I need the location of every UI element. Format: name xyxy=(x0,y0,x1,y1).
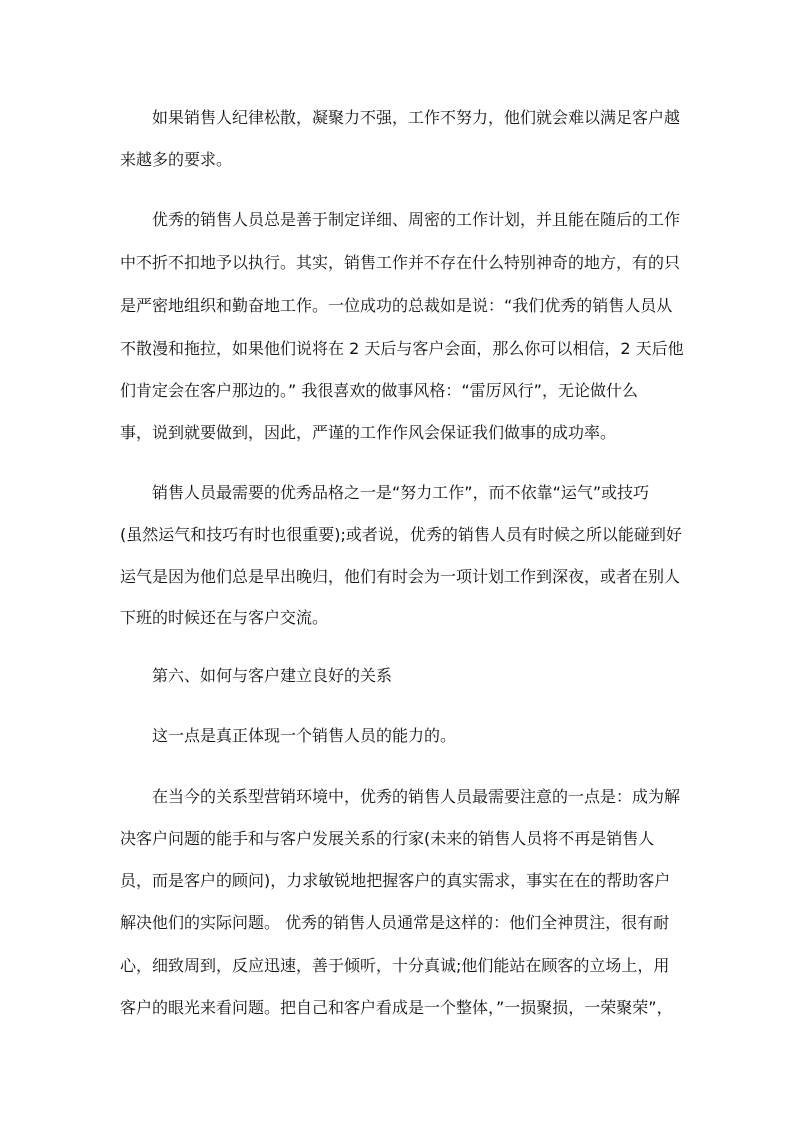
paragraph-6-line-6: 客户的眼光来看问题。把自己和客户看成是一个整体，”一损聚损，一荣聚荣”， xyxy=(120,998,673,1017)
paragraph-2-line-6: 事，说到就要做到，因此，严谨的工作作风会保证我们做事的成功率。 xyxy=(120,423,617,442)
section-heading: 第六、如何与客户建立良好的关系 xyxy=(152,666,393,685)
paragraph-3-line-4: 下班的时候还在与客户交流。 xyxy=(120,608,329,627)
paragraph-2-line-5: 们肯定会在客户那边的。” 我很喜欢的做事风格：“雷厉风行”，无论做什么 xyxy=(120,381,638,400)
paragraph-6-line-4: 解决他们的实际问题。 优秀的销售人员通常是这样的：他们全神贯注，很有耐 xyxy=(120,913,670,932)
paragraph-2-line-4: 不散漫和拖拉，如果他们说将在 2 天后与客户会面，那么你可以相信，2 天后他 xyxy=(120,339,684,358)
paragraph-3-line-3: 运气是因为他们总是早出晚归，他们有时会为一项计划工作到深夜，或者在别人 xyxy=(120,567,681,586)
paragraph-6-line-3: 员，而是客户的顾问)，力求敏锐地把握客户的真实需求，事实在在的帮助客户 xyxy=(120,871,671,890)
paragraph-6-line-1: 在当今的关系型营销环境中，优秀的销售人员最需要注意的一点是：成为解 xyxy=(152,787,681,806)
paragraph-1-line-2: 来越多的要求。 xyxy=(120,150,233,169)
paragraph-5-line-1: 这一点是真正体现一个销售人员的能力的。 xyxy=(152,726,457,745)
paragraph-1-line-1: 如果销售人纪律松散，凝聚力不强，工作不努力，他们就会难以满足客户越 xyxy=(152,108,681,127)
paragraph-2-line-2: 中不折不扣地予以执行。其实，销售工作并不存在什么特别神奇的地方，有的只 xyxy=(120,253,681,272)
paragraph-2-line-3: 是严密地组织和勤奋地工作。一位成功的总裁如是说：“我们优秀的销售人员从 xyxy=(120,296,673,315)
paragraph-3-line-1: 销售人员最需要的优秀品格之一是“努力工作”，而不依靠“运气”或技巧 xyxy=(152,483,650,502)
paragraph-6-line-5: 心，细致周到，反应迅速，善于倾听，十分真诚;他们能站在顾客的立场上，用 xyxy=(120,956,670,975)
paragraph-6-line-2: 决客户问题的能手和与客户发展关系的行家(未来的销售人员将不再是销售人 xyxy=(120,829,655,848)
paragraph-3-line-2: (虽然运气和技巧有时也很重要);或者说，优秀的销售人员有时候之所以能碰到好 xyxy=(120,525,682,544)
paragraph-2-line-1: 优秀的销售人员总是善于制定详细、周密的工作计划，并且能在随后的工作 xyxy=(152,210,681,229)
